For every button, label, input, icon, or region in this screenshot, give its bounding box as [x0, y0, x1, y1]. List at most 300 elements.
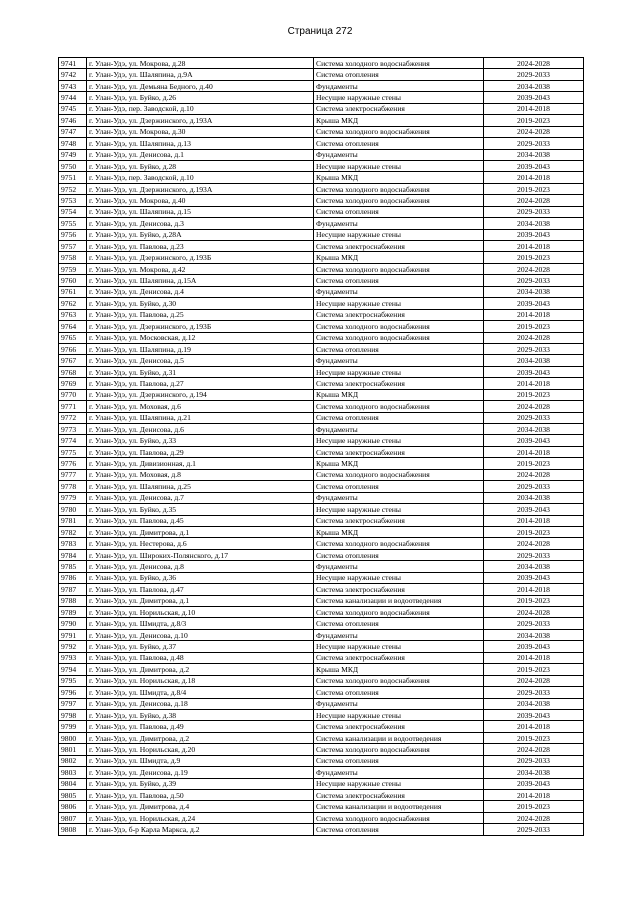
work-type-cell: Несущие наружные стены [314, 92, 484, 103]
address-cell: г. Улан-Удэ, ул. Буйко, д.38 [87, 709, 314, 720]
table-row [59, 275, 584, 286]
table-row [59, 481, 584, 492]
period-cell: 2014-2018 [484, 241, 584, 252]
table-row [59, 687, 584, 698]
table-row [59, 709, 584, 720]
work-type-cell: Несущие наружные стены [314, 160, 484, 171]
address-cell: г. Улан-Удэ, ул. Дзержинского, д.193Б [87, 252, 314, 263]
table-row [59, 824, 584, 835]
work-type-cell: Несущие наружные стены [314, 641, 484, 652]
address-cell: г. Улан-Удэ, ул. Димитрова, д.1 [87, 595, 314, 606]
period-cell: 2014-2018 [484, 652, 584, 663]
table-row [59, 241, 584, 252]
work-type-cell: Система канализации и водоотведения [314, 732, 484, 743]
period-cell: 2024-2028 [484, 675, 584, 686]
address-cell: г. Улан-Удэ, ул. Павлова, д.29 [87, 446, 314, 457]
row-number-cell: 9777 [59, 469, 87, 480]
table-row [59, 744, 584, 755]
work-type-cell: Крыша МКД [314, 115, 484, 126]
work-type-cell: Система холодного водоснабжения [314, 812, 484, 823]
table-row [59, 446, 584, 457]
work-type-cell: Система холодного водоснабжения [314, 401, 484, 412]
row-number-cell: 9742 [59, 69, 87, 80]
table-row [59, 401, 584, 412]
row-number-cell: 9775 [59, 446, 87, 457]
period-cell: 2024-2028 [484, 195, 584, 206]
table-row [59, 206, 584, 217]
address-cell: г. Улан-Удэ, ул. Буйко, д.30 [87, 298, 314, 309]
address-cell: г. Улан-Удэ, б-р Карла Маркса, д.2 [87, 824, 314, 835]
address-cell: г. Улан-Удэ, ул. Шаляпина, д.15А [87, 275, 314, 286]
period-cell: 2029-2033 [484, 549, 584, 560]
address-cell: г. Улан-Удэ, ул. Дзержинского, д.193А [87, 115, 314, 126]
work-type-cell: Фундаменты [314, 629, 484, 640]
row-number-cell: 9799 [59, 721, 87, 732]
period-cell: 2039-2043 [484, 435, 584, 446]
work-type-cell: Крыша МКД [314, 526, 484, 537]
table-body [59, 58, 584, 836]
table-row [59, 435, 584, 446]
table-row [59, 321, 584, 332]
period-cell: 2019-2023 [484, 115, 584, 126]
period-cell: 2029-2033 [484, 618, 584, 629]
address-cell: г. Улан-Удэ, ул. Денисова, д.7 [87, 492, 314, 503]
period-cell: 2039-2043 [484, 298, 584, 309]
row-number-cell: 9801 [59, 744, 87, 755]
work-type-cell: Система электроснабжения [314, 584, 484, 595]
work-type-cell: Система отопления [314, 343, 484, 354]
work-type-cell: Фундаменты [314, 698, 484, 709]
address-cell: г. Улан-Удэ, ул. Денисова, д.6 [87, 424, 314, 435]
period-cell: 2039-2043 [484, 229, 584, 240]
period-cell: 2034-2038 [484, 355, 584, 366]
period-cell: 2034-2038 [484, 767, 584, 778]
address-cell: г. Улан-Удэ, ул. Дзержинского, д.193Б [87, 321, 314, 332]
address-cell: г. Улан-Удэ, ул. Дзержинского, д.194 [87, 389, 314, 400]
address-cell: г. Улан-Удэ, ул. Шаляпина, д.25 [87, 481, 314, 492]
period-cell: 2019-2023 [484, 183, 584, 194]
address-cell: г. Улан-Удэ, ул. Павлова, д.48 [87, 652, 314, 663]
row-number-cell: 9797 [59, 698, 87, 709]
row-number-cell: 9747 [59, 126, 87, 137]
table-row [59, 469, 584, 480]
period-cell: 2039-2043 [484, 160, 584, 171]
table-row [59, 664, 584, 675]
address-cell: г. Улан-Удэ, ул. Буйко, д.28 [87, 160, 314, 171]
row-number-cell: 9803 [59, 767, 87, 778]
work-type-cell: Система холодного водоснабжения [314, 538, 484, 549]
address-cell: г. Улан-Удэ, ул. Денисова, д.18 [87, 698, 314, 709]
period-cell: 2024-2028 [484, 58, 584, 69]
period-cell: 2024-2028 [484, 744, 584, 755]
period-cell: 2014-2018 [484, 790, 584, 801]
row-number-cell: 9760 [59, 275, 87, 286]
work-type-cell: Фундаменты [314, 492, 484, 503]
table-row [59, 229, 584, 240]
table-row [59, 378, 584, 389]
row-number-cell: 9757 [59, 241, 87, 252]
period-cell: 2024-2028 [484, 126, 584, 137]
row-number-cell: 9783 [59, 538, 87, 549]
table-row [59, 595, 584, 606]
work-type-cell: Фундаменты [314, 424, 484, 435]
address-cell: г. Улан-Удэ, ул. Мокрова, д.42 [87, 263, 314, 274]
work-type-cell: Система отопления [314, 481, 484, 492]
table-row [59, 607, 584, 618]
row-number-cell: 9789 [59, 607, 87, 618]
period-cell: 2039-2043 [484, 366, 584, 377]
row-number-cell: 9798 [59, 709, 87, 720]
address-cell: г. Улан-Удэ, ул. Денисова, д.19 [87, 767, 314, 778]
period-cell: 2019-2023 [484, 458, 584, 469]
row-number-cell: 9807 [59, 812, 87, 823]
row-number-cell: 9774 [59, 435, 87, 446]
work-type-cell: Фундаменты [314, 286, 484, 297]
address-cell: г. Улан-Удэ, ул. Денисова, д.1 [87, 149, 314, 160]
address-cell: г. Улан-Удэ, ул. Шмидта, д.9 [87, 755, 314, 766]
table-row [59, 126, 584, 137]
row-number-cell: 9781 [59, 515, 87, 526]
work-type-cell: Система отопления [314, 138, 484, 149]
period-cell: 2034-2038 [484, 149, 584, 160]
address-cell: г. Улан-Удэ, ул. Моховая, д.6 [87, 401, 314, 412]
period-cell: 2019-2023 [484, 801, 584, 812]
table-row [59, 92, 584, 103]
work-type-cell: Система электроснабжения [314, 378, 484, 389]
work-type-cell: Система холодного водоснабжения [314, 195, 484, 206]
address-cell: г. Улан-Удэ, ул. Денисова, д.3 [87, 218, 314, 229]
row-number-cell: 9802 [59, 755, 87, 766]
period-cell: 2024-2028 [484, 812, 584, 823]
table-row [59, 115, 584, 126]
work-type-cell: Система отопления [314, 755, 484, 766]
work-type-cell: Крыша МКД [314, 458, 484, 469]
table-row [59, 69, 584, 80]
work-type-cell: Система электроснабжения [314, 446, 484, 457]
work-type-cell: Система отопления [314, 275, 484, 286]
table-row [59, 424, 584, 435]
row-number-cell: 9749 [59, 149, 87, 160]
row-number-cell: 9766 [59, 343, 87, 354]
work-type-cell: Крыша МКД [314, 664, 484, 675]
work-type-cell: Система холодного водоснабжения [314, 321, 484, 332]
work-type-cell: Несущие наружные стены [314, 229, 484, 240]
address-cell: г. Улан-Удэ, ул. Дивизионная, д.1 [87, 458, 314, 469]
period-cell: 2024-2028 [484, 332, 584, 343]
table-row [59, 80, 584, 91]
work-type-cell: Фундаменты [314, 561, 484, 572]
row-number-cell: 9764 [59, 321, 87, 332]
period-cell: 2014-2018 [484, 446, 584, 457]
work-type-cell: Система отопления [314, 549, 484, 560]
row-number-cell: 9791 [59, 629, 87, 640]
work-type-cell: Система холодного водоснабжения [314, 469, 484, 480]
address-cell: г. Улан-Удэ, ул. Норильская, д.10 [87, 607, 314, 618]
row-number-cell: 9788 [59, 595, 87, 606]
table-row [59, 515, 584, 526]
work-type-cell: Система холодного водоснабжения [314, 607, 484, 618]
period-cell: 2039-2043 [484, 504, 584, 515]
row-number-cell: 9759 [59, 263, 87, 274]
table-row [59, 790, 584, 801]
table-row [59, 755, 584, 766]
address-cell: г. Улан-Удэ, ул. Денисова, д.5 [87, 355, 314, 366]
address-cell: г. Улан-Удэ, ул. Дзержинского, д.193А [87, 183, 314, 194]
table-row [59, 332, 584, 343]
work-type-cell: Система холодного водоснабжения [314, 183, 484, 194]
period-cell: 2029-2033 [484, 206, 584, 217]
table-row [59, 584, 584, 595]
address-cell: г. Улан-Удэ, ул. Шмидта, д.8/4 [87, 687, 314, 698]
work-type-cell: Система отопления [314, 618, 484, 629]
table-row [59, 492, 584, 503]
period-cell: 2014-2018 [484, 515, 584, 526]
address-cell: г. Улан-Удэ, ул. Демьяна Бедного, д.40 [87, 80, 314, 91]
row-number-cell: 9741 [59, 58, 87, 69]
address-cell: г. Улан-Удэ, ул. Буйко, д.33 [87, 435, 314, 446]
address-cell: г. Улан-Удэ, ул. Павлова, д.50 [87, 790, 314, 801]
table-row [59, 103, 584, 114]
table-row [59, 366, 584, 377]
period-cell: 2039-2043 [484, 572, 584, 583]
address-cell: г. Улан-Удэ, пер. Заводской, д.10 [87, 103, 314, 114]
period-cell: 2014-2018 [484, 172, 584, 183]
address-cell: г. Улан-Удэ, ул. Шаляпина, д.15 [87, 206, 314, 217]
work-type-cell: Несущие наружные стены [314, 778, 484, 789]
row-number-cell: 9792 [59, 641, 87, 652]
address-cell: г. Улан-Удэ, ул. Шаляпина, д.9А [87, 69, 314, 80]
period-cell: 2024-2028 [484, 401, 584, 412]
row-number-cell: 9761 [59, 286, 87, 297]
period-cell: 2034-2038 [484, 698, 584, 709]
address-cell: г. Улан-Удэ, ул. Буйко, д.28А [87, 229, 314, 240]
table-row [59, 172, 584, 183]
period-cell: 2034-2038 [484, 492, 584, 503]
work-type-cell: Система электроснабжения [314, 721, 484, 732]
address-cell: г. Улан-Удэ, ул. Шаляпина, д.21 [87, 412, 314, 423]
table-row [59, 412, 584, 423]
table-row [59, 58, 584, 69]
address-cell: г. Улан-Удэ, ул. Буйко, д.35 [87, 504, 314, 515]
work-type-cell: Система отопления [314, 206, 484, 217]
address-cell: г. Улан-Удэ, ул. Денисова, д.10 [87, 629, 314, 640]
table-row [59, 252, 584, 263]
row-number-cell: 9805 [59, 790, 87, 801]
row-number-cell: 9779 [59, 492, 87, 503]
table-row [59, 458, 584, 469]
period-cell: 2034-2038 [484, 629, 584, 640]
address-cell: г. Улан-Удэ, ул. Павлова, д.47 [87, 584, 314, 595]
period-cell: 2029-2033 [484, 275, 584, 286]
address-cell: г. Улан-Удэ, ул. Буйко, д.31 [87, 366, 314, 377]
address-cell: г. Улан-Удэ, ул. Норильская, д.24 [87, 812, 314, 823]
row-number-cell: 9746 [59, 115, 87, 126]
period-cell: 2014-2018 [484, 103, 584, 114]
table-row [59, 138, 584, 149]
address-cell: г. Улан-Удэ, ул. Шмидта, д.8/3 [87, 618, 314, 629]
period-cell: 2034-2038 [484, 286, 584, 297]
period-cell: 2014-2018 [484, 309, 584, 320]
row-number-cell: 9754 [59, 206, 87, 217]
row-number-cell: 9770 [59, 389, 87, 400]
table-row [59, 183, 584, 194]
period-cell: 2019-2023 [484, 526, 584, 537]
period-cell: 2034-2038 [484, 561, 584, 572]
address-cell: г. Улан-Удэ, ул. Павлова, д.25 [87, 309, 314, 320]
work-type-cell: Система холодного водоснабжения [314, 126, 484, 137]
table-row [59, 309, 584, 320]
table-row [59, 286, 584, 297]
period-cell: 2024-2028 [484, 607, 584, 618]
period-cell: 2014-2018 [484, 378, 584, 389]
row-number-cell: 9795 [59, 675, 87, 686]
row-number-cell: 9756 [59, 229, 87, 240]
period-cell: 2039-2043 [484, 641, 584, 652]
table-row [59, 389, 584, 400]
work-type-cell: Несущие наружные стены [314, 504, 484, 515]
row-number-cell: 9768 [59, 366, 87, 377]
table-row [59, 355, 584, 366]
address-cell: г. Улан-Удэ, ул. Димитрова, д.2 [87, 664, 314, 675]
work-type-cell: Несущие наружные стены [314, 366, 484, 377]
work-type-cell: Система холодного водоснабжения [314, 58, 484, 69]
period-cell: 2034-2038 [484, 424, 584, 435]
period-cell: 2034-2038 [484, 218, 584, 229]
period-cell: 2024-2028 [484, 538, 584, 549]
row-number-cell: 9773 [59, 424, 87, 435]
period-cell: 2029-2033 [484, 69, 584, 80]
row-number-cell: 9804 [59, 778, 87, 789]
row-number-cell: 9763 [59, 309, 87, 320]
row-number-cell: 9796 [59, 687, 87, 698]
work-type-cell: Система канализации и водоотведения [314, 801, 484, 812]
period-cell: 2019-2023 [484, 664, 584, 675]
row-number-cell: 9806 [59, 801, 87, 812]
work-type-cell: Система электроснабжения [314, 790, 484, 801]
work-type-cell: Фундаменты [314, 80, 484, 91]
address-cell: г. Улан-Удэ, ул. Широких-Полянского, д.17 [87, 549, 314, 560]
row-number-cell: 9787 [59, 584, 87, 595]
period-cell: 2029-2033 [484, 755, 584, 766]
period-cell: 2019-2023 [484, 389, 584, 400]
period-cell: 2014-2018 [484, 584, 584, 595]
address-cell: г. Улан-Удэ, ул. Денисова, д.4 [87, 286, 314, 297]
period-cell: 2039-2043 [484, 709, 584, 720]
address-cell: г. Улан-Удэ, ул. Димитрова, д.4 [87, 801, 314, 812]
table-row [59, 641, 584, 652]
address-cell: г. Улан-Удэ, ул. Павлова, д.23 [87, 241, 314, 252]
address-cell: г. Улан-Удэ, ул. Московская, д.12 [87, 332, 314, 343]
table-row [59, 732, 584, 743]
address-cell: г. Улан-Удэ, ул. Павлова, д.49 [87, 721, 314, 732]
period-cell: 2019-2023 [484, 321, 584, 332]
address-cell: г. Улан-Удэ, пер. Заводской, д.10 [87, 172, 314, 183]
work-type-cell: Крыша МКД [314, 172, 484, 183]
address-cell: г. Улан-Удэ, ул. Павлова, д.27 [87, 378, 314, 389]
address-cell: г. Улан-Удэ, ул. Димитрова, д.1 [87, 526, 314, 537]
page-number-label: Страница 272 [287, 26, 353, 37]
address-cell: г. Улан-Удэ, ул. Шаляпина, д.19 [87, 343, 314, 354]
row-number-cell: 9769 [59, 378, 87, 389]
row-number-cell: 9765 [59, 332, 87, 343]
period-cell: 2024-2028 [484, 263, 584, 274]
work-type-cell: Система отопления [314, 824, 484, 835]
row-number-cell: 9751 [59, 172, 87, 183]
period-cell: 2019-2023 [484, 595, 584, 606]
work-type-cell: Система холодного водоснабжения [314, 675, 484, 686]
address-cell: г. Улан-Удэ, ул. Норильская, д.18 [87, 675, 314, 686]
table-row [59, 618, 584, 629]
table-row [59, 629, 584, 640]
table-row [59, 561, 584, 572]
row-number-cell: 9743 [59, 80, 87, 91]
work-type-cell: Крыша МКД [314, 252, 484, 263]
table-row [59, 149, 584, 160]
work-type-cell: Система отопления [314, 412, 484, 423]
table-row [59, 343, 584, 354]
period-cell: 2034-2038 [484, 80, 584, 91]
table-row [59, 572, 584, 583]
period-cell: 2024-2028 [484, 469, 584, 480]
work-type-cell: Несущие наружные стены [314, 572, 484, 583]
table-row [59, 698, 584, 709]
table-row [59, 652, 584, 663]
work-type-cell: Система электроснабжения [314, 652, 484, 663]
row-number-cell: 9808 [59, 824, 87, 835]
table-row [59, 218, 584, 229]
address-cell: г. Улан-Удэ, ул. Павлова, д.45 [87, 515, 314, 526]
table-row [59, 526, 584, 537]
work-type-cell: Система холодного водоснабжения [314, 263, 484, 274]
table-row [59, 812, 584, 823]
address-cell: г. Улан-Удэ, ул. Буйко, д.37 [87, 641, 314, 652]
repair-schedule-table [58, 57, 584, 836]
row-number-cell: 9753 [59, 195, 87, 206]
work-type-cell: Система холодного водоснабжения [314, 332, 484, 343]
address-cell: г. Улан-Удэ, ул. Димитрова, д.2 [87, 732, 314, 743]
period-cell: 2029-2033 [484, 412, 584, 423]
table-row [59, 801, 584, 812]
row-number-cell: 9745 [59, 103, 87, 114]
address-cell: г. Улан-Удэ, ул. Норильская, д.20 [87, 744, 314, 755]
row-number-cell: 9784 [59, 549, 87, 560]
period-cell: 2019-2023 [484, 252, 584, 263]
address-cell: г. Улан-Удэ, ул. Денисова, д.8 [87, 561, 314, 572]
row-number-cell: 9785 [59, 561, 87, 572]
row-number-cell: 9793 [59, 652, 87, 663]
work-type-cell: Система канализации и водоотведения [314, 595, 484, 606]
row-number-cell: 9786 [59, 572, 87, 583]
row-number-cell: 9755 [59, 218, 87, 229]
table-row [59, 721, 584, 732]
row-number-cell: 9748 [59, 138, 87, 149]
work-type-cell: Фундаменты [314, 355, 484, 366]
table-row [59, 538, 584, 549]
period-cell: 2029-2033 [484, 343, 584, 354]
address-cell: г. Улан-Удэ, ул. Буйко, д.26 [87, 92, 314, 103]
work-type-cell: Несущие наружные стены [314, 298, 484, 309]
work-type-cell: Фундаменты [314, 149, 484, 160]
work-type-cell: Система электроснабжения [314, 309, 484, 320]
row-number-cell: 9778 [59, 481, 87, 492]
period-cell: 2029-2033 [484, 481, 584, 492]
work-type-cell: Крыша МКД [314, 389, 484, 400]
row-number-cell: 9772 [59, 412, 87, 423]
period-cell: 2029-2033 [484, 138, 584, 149]
period-cell: 2014-2018 [484, 721, 584, 732]
address-cell: г. Улан-Удэ, ул. Моховая, д.8 [87, 469, 314, 480]
table-row [59, 160, 584, 171]
